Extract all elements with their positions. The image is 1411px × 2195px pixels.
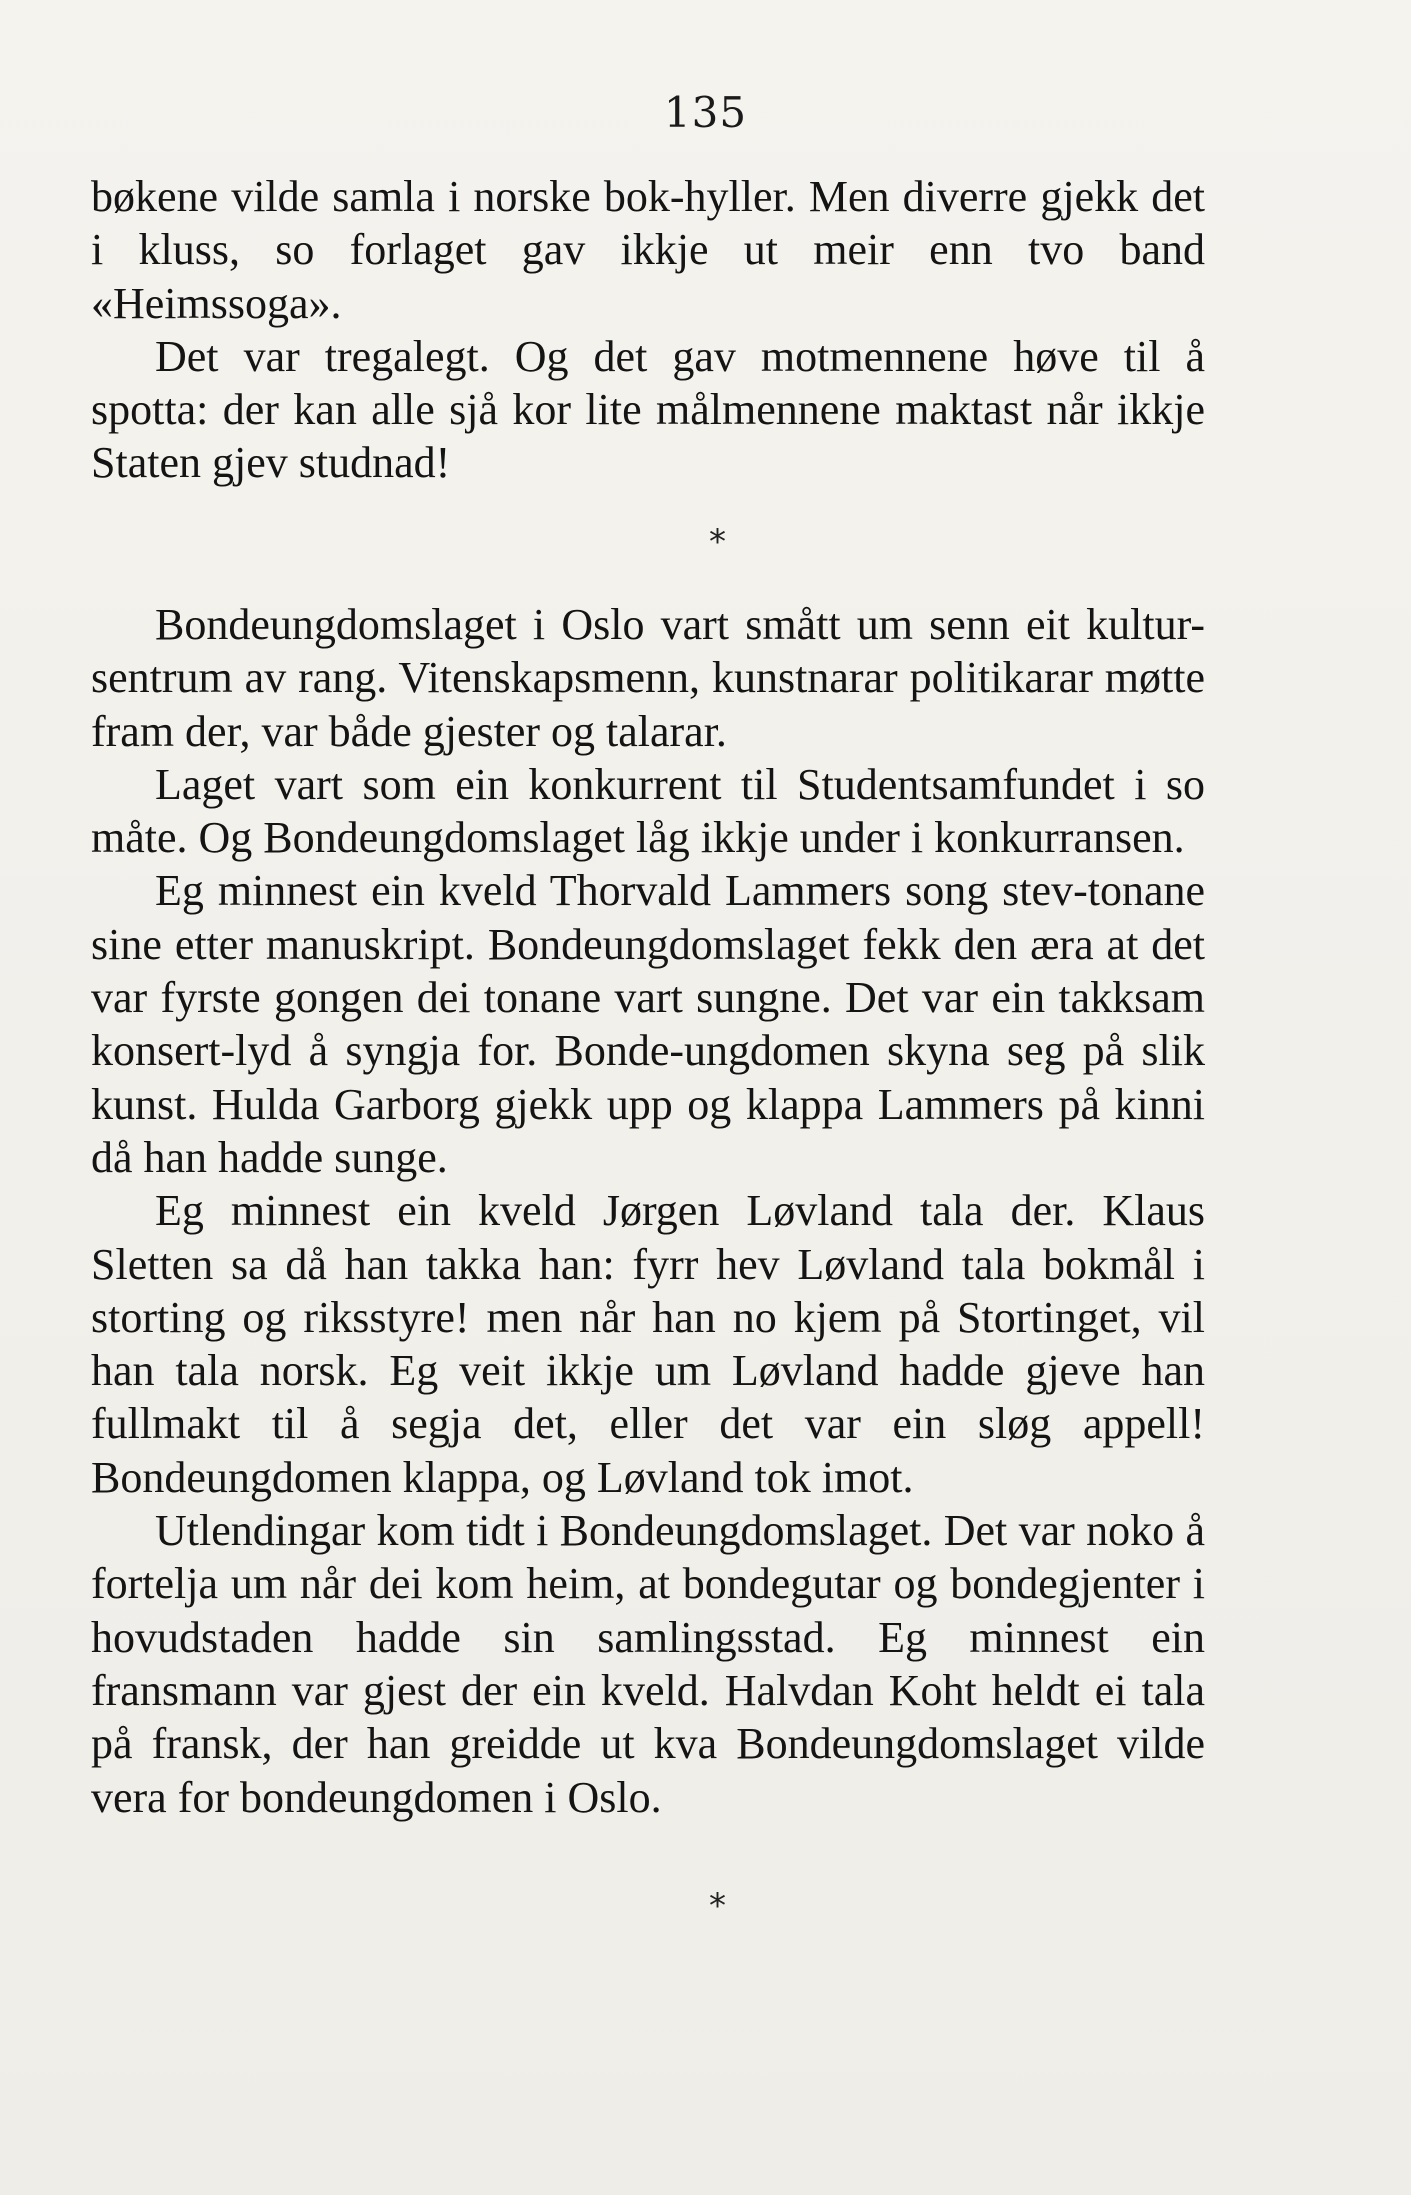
paragraph: Det var tregalegt. Og det gav motmennene høve til å spotta: der kan alle sjå kor lite målmennene maktast når ikkje Staten gjev studnad!: [91, 331, 1205, 488]
section-2-text: [91, 598, 1205, 1824]
paragraph-continued: bøkene vilde samla i norske bok-hyller. Men diverre gjekk det i kluss, so forlaget gav ikkje ut meir enn tvo band «Heimssoga».: [91, 172, 1205, 328]
section-separator-asterisk: *: [709, 1886, 726, 1926]
paragraph: Laget vart som ein konkurrent til Studentsamfundet i so måte. Og Bondeungdomslaget låg ikkje under i konkurransen.: [91, 759, 1205, 863]
section-1-text: [91, 170, 1205, 490]
page-number: 135: [663, 88, 748, 137]
section-separator-asterisk: *: [709, 522, 726, 562]
paragraph: Utlendingar kom tidt i Bondeungdomslaget. Det var noko å fortelja um når dei kom heim, at bondegutar og bondegjenter i hovudstaden hadde sin samlingsstad. Eg minnest ein fransmann var gjest der ein kveld. Halvdan Koht heldt ei tala på fransk, der han greidde ut kva Bondeungdomslaget vilde vera for bondeungdomen i Oslo.: [91, 1506, 1205, 1822]
paragraph: Bondeungdomslaget i Oslo vart smått um senn eit kultur-sentrum av rang. Vitenskapsmenn, kunstnarar politikarar møtte fram der, var både gjester og talarar.: [91, 600, 1205, 756]
paragraph: Eg minnest ein kveld Jørgen Løvland tala der. Klaus Sletten sa då han takka han: fyrr hev Løvland tala bokmål i storting og riksstyre! men når han no kjem på Stortinget, vil han tala norsk. Eg veit ikkje um Løvland hadde gjeve han fullmakt til å segja det, eller det var ein sløg appell! Bondeungdomen klappa, og Løvland tok imot.: [91, 1186, 1205, 1502]
paragraph: Eg minnest ein kveld Thorvald Lammers song stev-tonane sine etter manuskript. Bondeungdomslaget fekk den æra at det var fyrste gongen dei tonane vart sungne. Det var ein takksam konsert-lyd å syngja for. Bonde-ungdomen skyna seg på slik kunst. Hulda Garborg gjekk upp og klappa Lammers på kinni då han hadde sunge.: [91, 866, 1205, 1182]
